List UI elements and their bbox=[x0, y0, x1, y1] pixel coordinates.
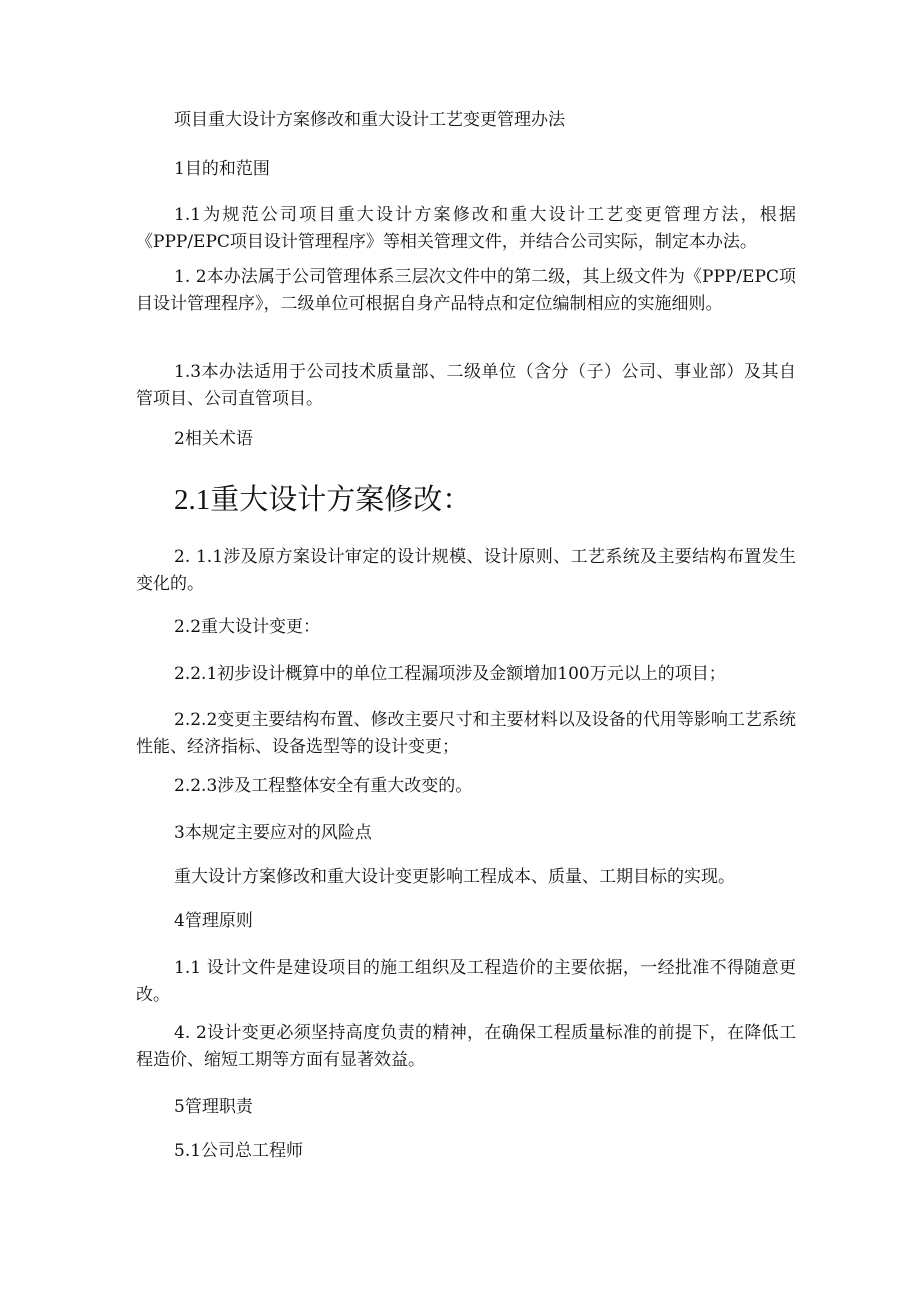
paragraph-3: 重大设计方案修改和重大设计变更影响工程成本、质量、工期目标的实现。 bbox=[174, 867, 735, 887]
paragraph-2-2-3: 2.2.3涉及工程整体安全有重大改变的。 bbox=[174, 776, 473, 796]
paragraph-1-3: 1.3本办法适用于公司技术质量部、二级单位（含分（子）公司、事业部）及其自管项目、公司直管项目。 bbox=[136, 362, 796, 409]
paragraph-1-2: 1. 2本办法属于公司管理体系三层次文件中的第二级，其上级文件为《PPP/EPC项目设计管理程序》，二级单位可根据自身产品特点和定位编制相应的实施细则。 bbox=[136, 267, 796, 314]
paragraph-2-1-1: 2. 1.1涉及原方案设计审定的设计规模、设计原则、工艺系统及主要结构布置发生变化的。 bbox=[136, 547, 796, 594]
paragraph-4-2: 4. 2设计变更必须坚持高度负责的精神，在确保工程质量标准的前提下，在降低工程造价、缩短工期等方面有显著效益。 bbox=[136, 1023, 796, 1070]
paragraph-1-1: 1.1为规范公司项目重大设计方案修改和重大设计工艺变更管理方法，根据《PPP/EPC项目设计管理程序》等相关管理文件，并结合公司实际，制定本办法。 bbox=[136, 205, 796, 252]
subsection-heading-2-1: 2.1重大设计方案修改： bbox=[174, 484, 472, 516]
section-heading-5: 5管理职责 bbox=[174, 1097, 253, 1117]
section-heading-1: 1目的和范围 bbox=[174, 159, 270, 179]
section-heading-2: 2相关术语 bbox=[174, 429, 253, 449]
paragraph-5-1: 5.1公司总工程师 bbox=[174, 1141, 304, 1161]
section-heading-3: 3本规定主要应对的风险点 bbox=[174, 823, 372, 843]
paragraph-4-1: 1.1 设计文件是建设项目的施工组织及工程造价的主要依据，一经批准不得随意更改。 bbox=[136, 958, 796, 1005]
document-title: 项目重大设计方案修改和重大设计工艺变更管理办法 bbox=[174, 110, 565, 130]
paragraph-2-2-1: 2.2.1初步设计概算中的单位工程漏项涉及金额增加100万元以上的项目； bbox=[174, 664, 726, 684]
paragraph-2-2: 2.2重大设计变更： bbox=[174, 617, 321, 637]
paragraph-2-2-2: 2.2.2变更主要结构布置、修改主要尺寸和主要材料以及设备的代用等影响工艺系统性能、经济指标、设备选型等的设计变更； bbox=[136, 710, 796, 757]
section-heading-4: 4管理原则 bbox=[174, 911, 253, 931]
